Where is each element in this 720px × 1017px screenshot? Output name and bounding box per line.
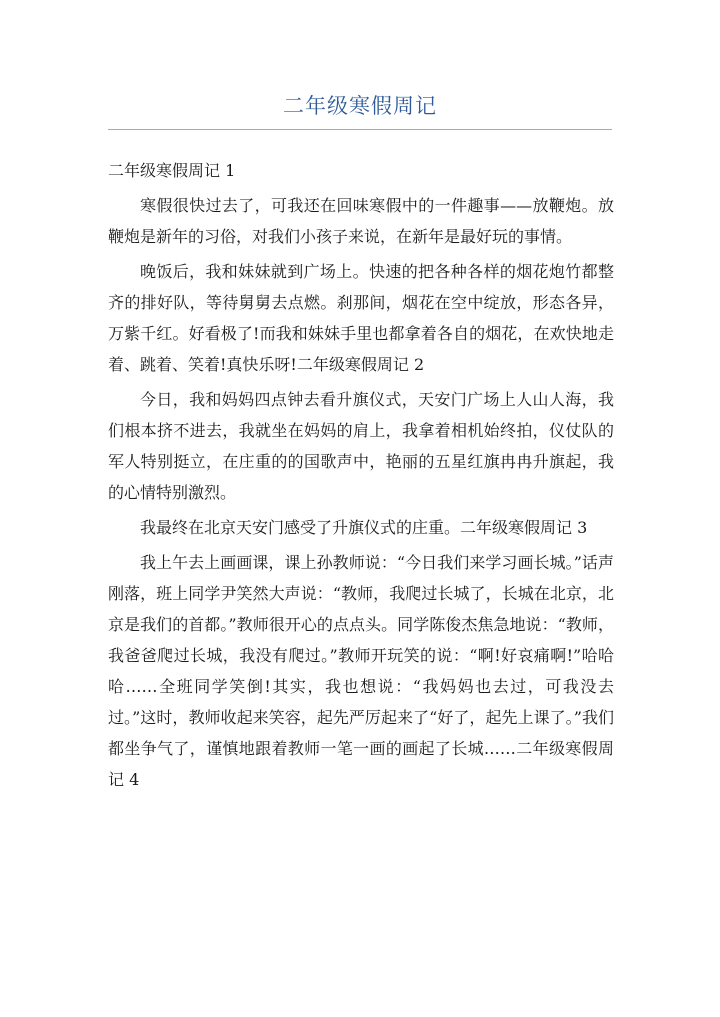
paragraph-2: 晚饭后，我和妹妹就到广场上。快速的把各种各样的烟花炮竹都整齐的排好队，等待舅舅去点燃。刹那间，烟花在空中绽放，形态各异，万紫千红。好看极了!而我和妹妹手里也都拿着各自的烟花，在欢快地走着、跳着、笑着!真快乐呀!二年级寒假周记 2 xyxy=(108,262,614,374)
section-heading: 二年级寒假周记 1 xyxy=(108,161,236,180)
title-divider xyxy=(108,129,612,130)
document-body xyxy=(108,155,614,799)
paragraph-4: 我最终在北京天安门感受了升旗仪式的庄重。二年级寒假周记 3 xyxy=(140,518,588,537)
paragraph-3: 今日，我和妈妈四点钟去看升旗仪式，天安门广场上人山人海，我们根本挤不进去，我就坐在妈妈的肩上，我拿着相机始终拍，仪仗队的军人特别挺立，在庄重的的国歌声中，艳丽的五星红旗冉冉升旗起，我的心情特别激烈。 xyxy=(108,390,614,502)
paragraph-5: 我上午去上画画课，课上孙教师说：“今日我们来学习画长城。”话声刚落，班上同学尹笑然大声说：“教师，我爬过长城了，长城在北京，北京是我们的首都。”教师很开心的点点头。同学陈俊杰焦急地说：“教师，我爸爸爬过长城，我没有爬过。”教师开玩笑的说：“啊!好哀痛啊!”哈哈哈……全班同学笑倒!其实，我也想说：“我妈妈也去过，可我没去过。”这时，教师收起来笑容，起先严厉起来了“好了，起先上课了。”我们都坐争气了，谨慎地跟着教师一笔一画的画起了长城……二年级寒假周记 4 xyxy=(108,553,614,789)
document-title: 二年级寒假周记 xyxy=(283,94,437,118)
paragraph-1: 寒假很快过去了，可我还在回味寒假中的一件趣事——放鞭炮。放鞭炮是新年的习俗，对我们小孩子来说，在新年是最好玩的事情。 xyxy=(108,196,614,246)
